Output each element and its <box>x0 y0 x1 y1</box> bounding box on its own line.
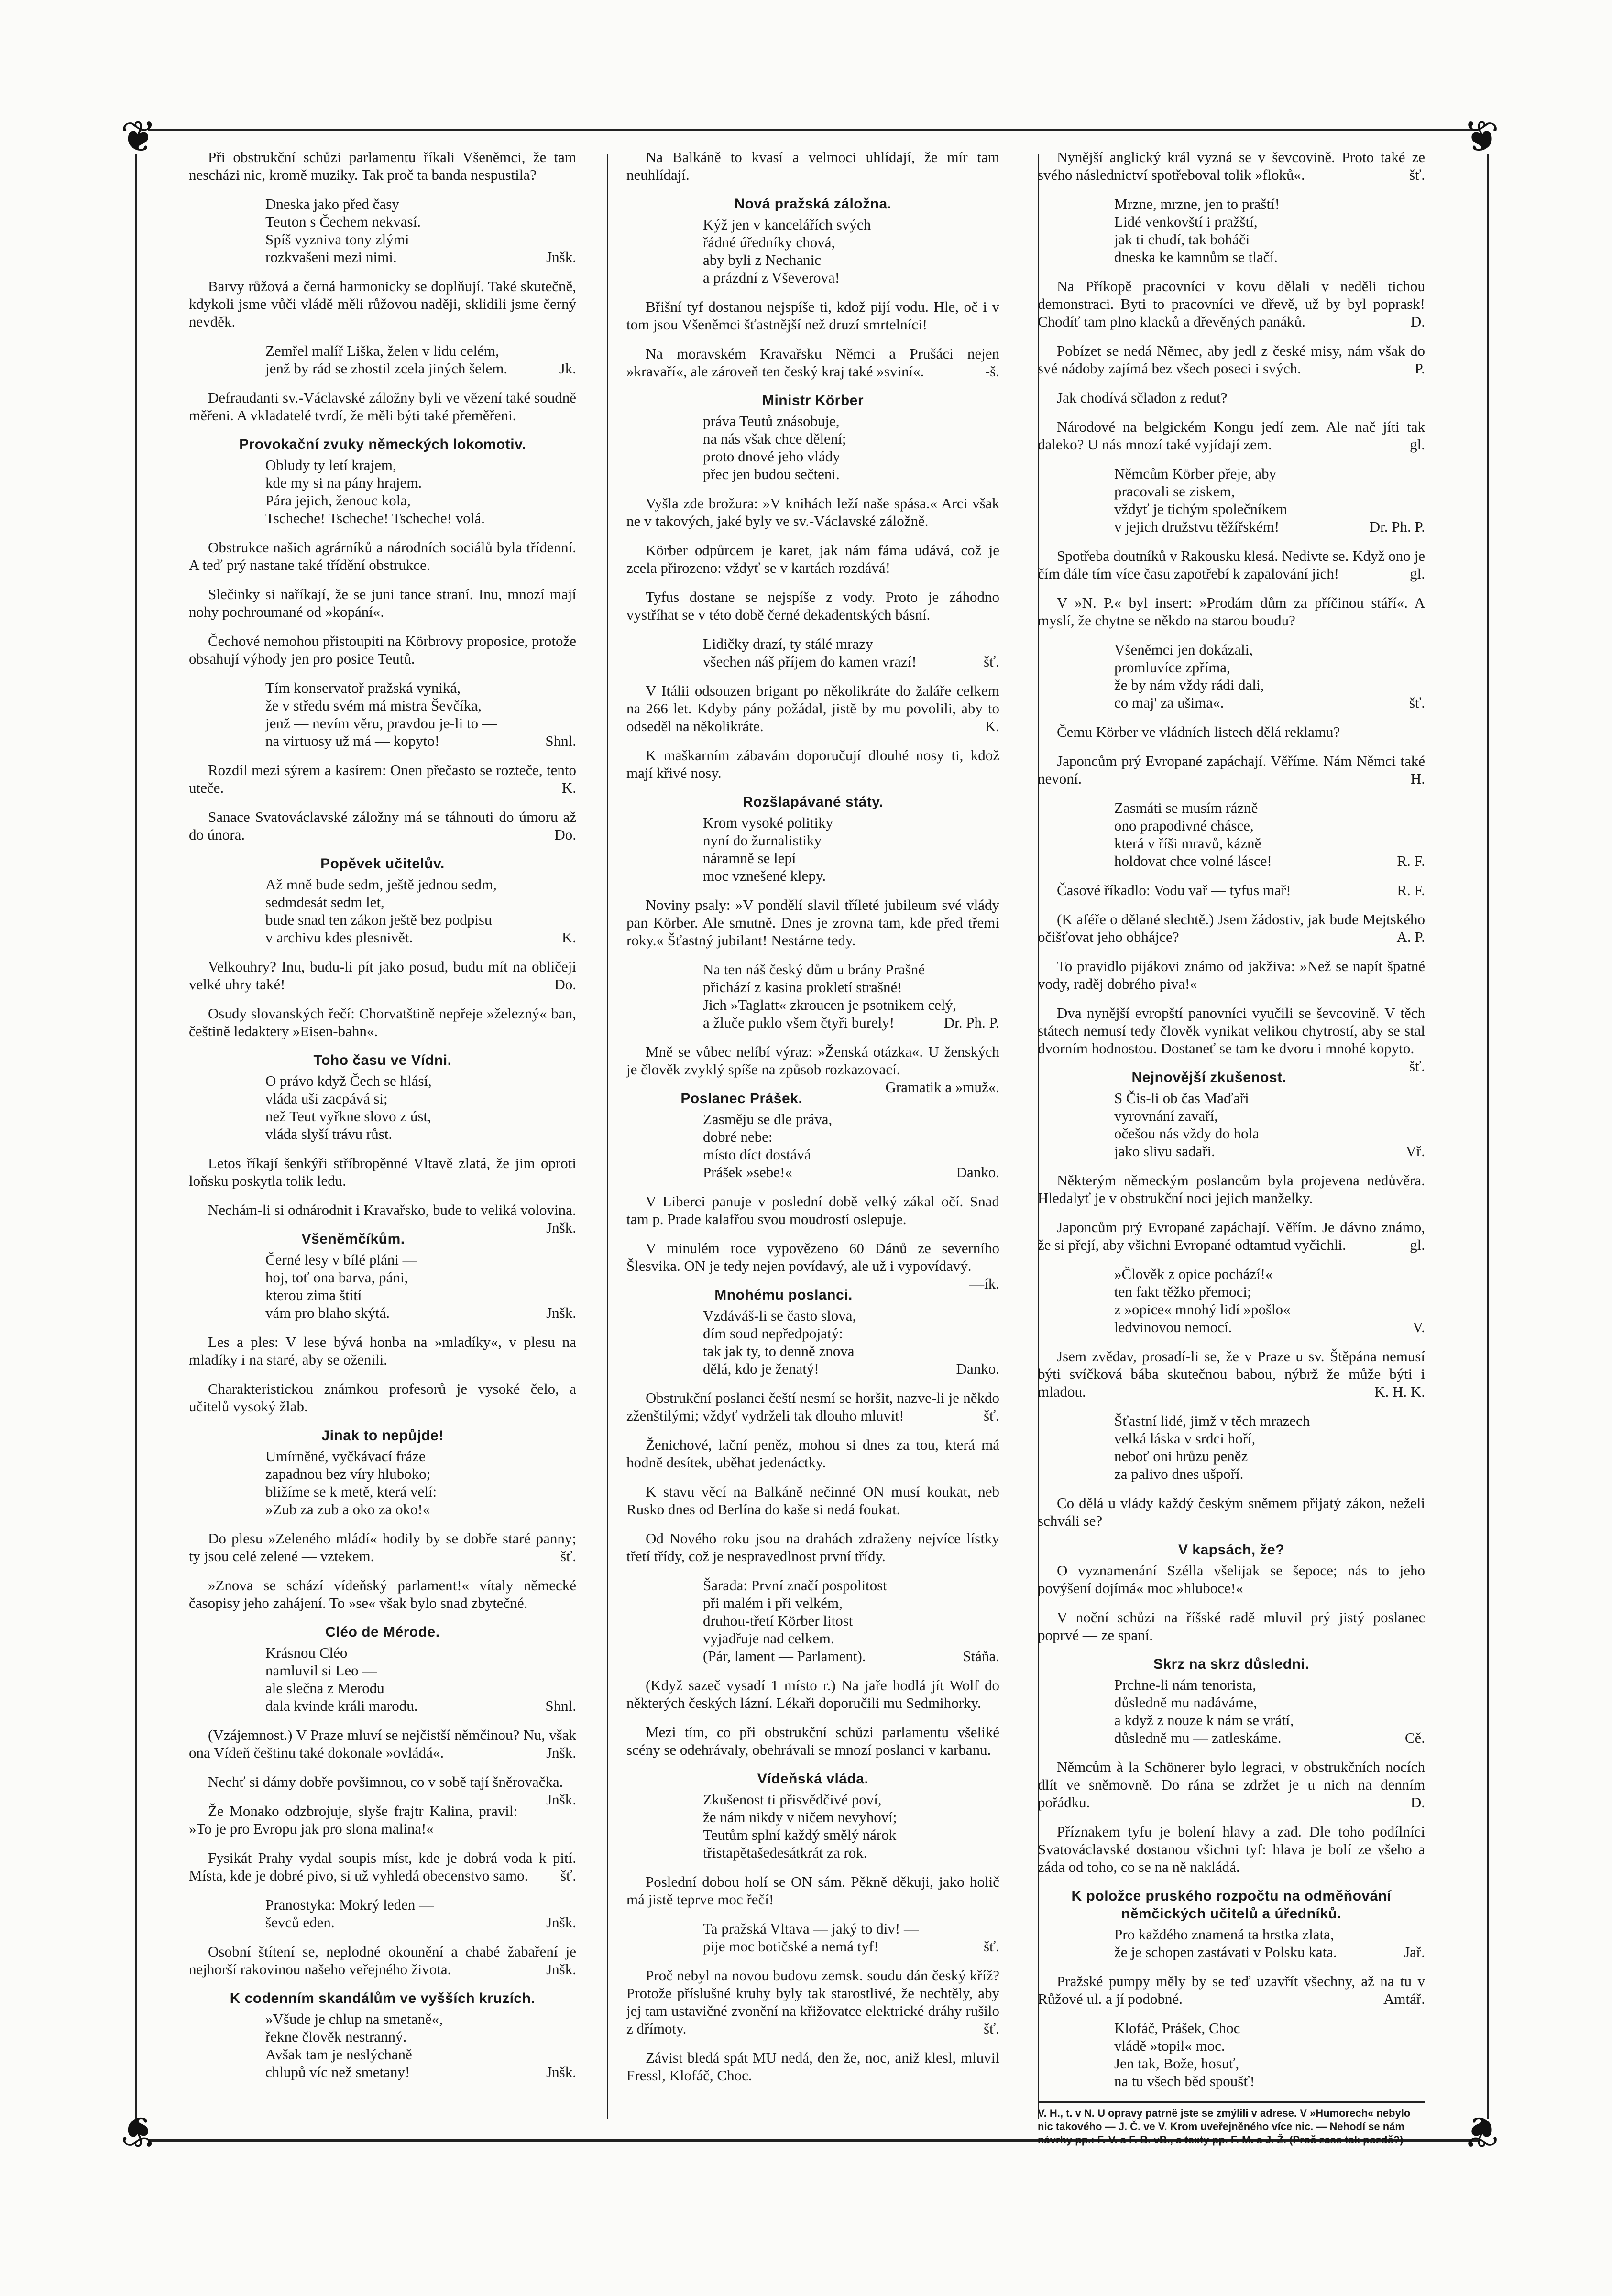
item-heading <box>189 436 576 453</box>
item-verse <box>1114 1412 1425 1483</box>
left-rule <box>135 154 137 2119</box>
item-text: Na moravském Kravařsku Němci a Prušáci nejen »kravaří«, ale zároveň ten český kraj také »sviní«. <box>626 345 999 380</box>
item-text: Až mně bude sedm, ještě jednou sedm, sedmdesát sedm let, bude snad ten zákon ještě bez podpisu v archivu kdes plesnivět. <box>265 876 497 946</box>
item-heading <box>626 1770 999 1788</box>
item-text: »Znova se schází vídeňský parlament!« vítaly německé časopisy jeho zahájení. To »se« však bylo snad zbytečné. <box>189 1577 576 1611</box>
column-3 <box>1038 148 1425 2147</box>
item-verse <box>703 216 999 286</box>
item-paragraph <box>626 1436 999 1471</box>
item-text: Mezi tím, co při obstrukční schůzi parlamentu všeliké scény se odehrávaly, obehrávali se mnozí poslanci v karbanu. <box>626 1724 999 1758</box>
item-paragraph <box>1038 1004 1425 1074</box>
item-signature: V. <box>1412 1319 1425 1335</box>
item-text: Japoncům prý Evropané zapáchají. Věřím. Je dávno známo, že si přejí, aby všichni Evropané odtamtud vyčichli. <box>1038 1219 1425 1253</box>
item-text: Japoncům prý Evropané zapáchají. Věříme. Nám Němci také nevoní. <box>1038 753 1425 787</box>
item-verse <box>1114 1089 1425 1160</box>
item-text: Ženichové, lační peněz, mohou si dnes za tou, která má hodně desítek, uběhat jedenáctky. <box>626 1436 999 1471</box>
item-text: K codenním skandálům ve vyšších kruzích. <box>230 1990 536 2006</box>
item-verse <box>265 1896 576 1931</box>
item-text: Provokační zvuky německých lokomotiv. <box>239 437 526 452</box>
right-rule <box>1487 154 1489 2119</box>
item-paragraph <box>626 298 999 333</box>
item-signature: D. <box>1410 313 1425 330</box>
item-text: To pravidlo pijákovi známo od jakživa: »Než se napít špatné vody, raděj dobrého piva!« <box>1038 958 1425 992</box>
item-heading <box>626 392 999 409</box>
item-paragraph <box>189 1380 576 1415</box>
item-text: Pro každého znamená ta hrstka zlata, že je schopen zastávati v Polsku kata. <box>1114 1926 1337 1960</box>
item-paragraph <box>626 1043 999 1095</box>
item-paragraph <box>189 1943 576 1978</box>
item-signature: Jnšk. <box>546 1791 576 1808</box>
item-signature: šť. <box>983 1407 999 1424</box>
item-signature: Dr. Ph. P. <box>1369 518 1425 535</box>
item-signature: Dr. Ph. P. <box>943 1014 999 1031</box>
item-text: Skrz na skrz důsledni. <box>1153 1656 1310 1672</box>
item-paragraph <box>189 632 576 667</box>
item-signature: Jk. <box>559 360 576 377</box>
item-paragraph <box>189 389 576 424</box>
item-text: Velkouhry? Inu, budu-li pít jako posud, budu mít na obličeji velké uhry také! <box>189 958 576 993</box>
item-verse <box>703 1791 999 1861</box>
item-verse <box>265 1251 576 1322</box>
item-paragraph <box>1038 418 1425 453</box>
item-text: Rozdíl mezi sýrem a kasírem: Onen přečasto se rozteče, tento uteče. <box>189 762 576 796</box>
item-paragraph <box>626 541 999 577</box>
item-text: Barvy růžová a černá harmonicky se doplňují. Také skutečně, kdykoli jsme vůči vládě měli růžovou naději, sklidili jsme černý nevděk. <box>189 278 576 330</box>
item-paragraph <box>1038 277 1425 330</box>
item-text: Poslední dobou holí se ON sám. Pěkně děkuji, jako holič má jistě teprve moc řečí! <box>626 1873 999 1908</box>
item-signature: Danko. <box>956 1164 999 1181</box>
item-text: Němcům à la Schönerer bylo legraci, v obstrukčních nocích dlít ve sněmovně. Do rána se zdržet je u nich na denním pořádku. <box>1038 1759 1425 1811</box>
item-text: Krom vysoké politiky nyní do žurnalistiky náramně se lepí moc vznešené klepy. <box>703 814 833 884</box>
item-signature: Jnšk. <box>546 1304 576 1321</box>
item-text: Na Balkáně to kvasí a velmoci uhlídají, že mír tam neuhlídají. <box>626 149 999 183</box>
item-text: Defraudanti sv.-Václavské záložny byli ve vězení také soudně měřeni. A vkladatelé tvrdí, že měli býti také přeměřeni. <box>189 389 576 424</box>
item-text: Břišní tyf dostanou nejspíše ti, kdož pijí vodu. Hle, oč i v tom jsou Všeněmci šťastnější než druzí smrtelníci! <box>626 298 999 333</box>
item-signature: Shnl. <box>545 733 576 749</box>
item-text: Jsem zvědav, prosadí-li se, že v Praze u sv. Štěpána nemusí býti svíčková bába skutečnou babou, nýbrž že může býti i mladou. <box>1038 1348 1425 1400</box>
item-paragraph <box>626 1873 999 1908</box>
item-text: Noviny psaly: »V pondělí slavil tříleté jubileum své vlády pan Körber. Ale smutně. Dnes je zrovna tam, kde před třemi roky.« Šťastný jubilant! Nestárne tedy. <box>626 897 999 949</box>
item-text: Proč nebyl na novou budovu zemsk. soudu dán český kříž? Protože příslušné kruhy byly tak starostlivé, že nechtěly, aby jej tam ustavičné zvonění na křižovatce elektrické dráhy rušilo z dřímoty. <box>626 1967 999 2037</box>
item-text: Spotřeba doutníků v Rakousku klesá. Nedivte se. Když ono je čím dále tím více času zapotřebí k zapalování jich! <box>1038 547 1425 582</box>
item-text: Příznakem tyfu je bolení hlavy a zad. Dle toho podílníci Svatováclavské dostanou všichni tyf: hlava je bolí ze všeho a záda od toho, co se na ně nakládá. <box>1038 1823 1425 1875</box>
item-verse <box>703 635 999 670</box>
item-signature: šť. <box>560 1867 576 1884</box>
item-paragraph <box>1038 910 1425 946</box>
item-signature: Do. <box>554 826 576 843</box>
column-2 <box>626 148 999 2096</box>
item-signature: Jnšk. <box>546 1219 576 1236</box>
item-text: Dva nynější evropští panovníci vyučili se ševcovině. V těch státech nemusí tedy člověk vynikat velikou chytrostí, aby se stal dvorním hodnostou. Dostaneť se tam ke dvoru i mnohé kopyto. <box>1038 1005 1425 1057</box>
item-text: Co dělá u vlády každý českým sněmem přijatý zákon, neželi schváli se? <box>1038 1495 1425 1529</box>
item-paragraph <box>1038 1758 1425 1811</box>
item-signature: gl. <box>1410 1236 1425 1253</box>
item-verse <box>265 2010 576 2081</box>
item-signature: Jnšk. <box>546 1961 576 1978</box>
item-text: Lidičky drazí, ty stálé mrazy všechen náš příjem do kamen vrazí! <box>703 635 917 670</box>
item-verse <box>703 1110 999 1181</box>
item-signature: —ík. <box>969 1275 999 1292</box>
item-paragraph <box>1038 1347 1425 1400</box>
item-text: práva Teutů znásobuje, na nás však chce dělení; proto dnové jeho vlády přec jen budou sečteni. <box>703 413 846 482</box>
item-paragraph <box>1038 752 1425 787</box>
item-paragraph <box>1038 957 1425 993</box>
item-text: Osobní štítení se, neplodné okounění a chabé žabaření je nejhorší rakovinou našeho veřejného života. <box>189 1943 576 1978</box>
item-paragraph <box>189 1333 576 1368</box>
item-paragraph <box>1038 1562 1425 1597</box>
item-paragraph <box>189 538 576 574</box>
item-signature: K. <box>985 718 999 734</box>
item-paragraph <box>1038 389 1425 406</box>
item-text: Körber odpůrcem je karet, jak nám fáma udává, což je zcela přirozeno: vždyť se v kartách rozdává! <box>626 542 999 576</box>
item-verse <box>703 961 999 1031</box>
item-text: (Když sazeč vysadí 1 místo r.) Na jaře hodlá jít Wolf do některých českých lázní. Lékaři doporučili mu Sedmihorky. <box>626 1677 999 1711</box>
item-text: Umírněné, vyčkávací fráze zapadnou bez víry hluboko; bližíme se k metě, která velí: »Zub za zub a oko za oko!« <box>265 1448 437 1518</box>
item-paragraph <box>189 1773 576 1808</box>
item-text: Rozšlapávané státy. <box>742 794 884 810</box>
item-text: Šťastní lidé, jimž v těch mrazech velká láska v srdci hoří, neboť oni hrůzu peněz za palivo dnes ušpoří. <box>1114 1412 1310 1482</box>
item-signature: Shnl. <box>545 1697 576 1714</box>
item-verse <box>1114 2019 1425 2090</box>
item-signature: Jnšk. <box>546 2064 576 2080</box>
item-paragraph <box>189 1726 576 1761</box>
item-text: O vyznamenání Szélla všelijak se šepoce; nás to jeho povýšení dojímá« moc »hluboce!« <box>1038 1562 1425 1596</box>
item-verse <box>265 1644 576 1715</box>
item-text: Národové na belgickém Kongu jedí zem. Ale nač jíti tak daleko? U nás mnozí také vyjídají zem. <box>1038 418 1425 453</box>
item-text: Vídeňská vláda. <box>757 1771 869 1787</box>
item-paragraph <box>1038 547 1425 582</box>
item-text: Ta pražská Vltava — jaký to div! — pije moc botičské a nemá tyf! <box>703 1920 919 1955</box>
item-heading <box>189 1623 576 1641</box>
item-text: Fysikát Prahy vydal soupis míst, kde je dobrá voda k pití. Místa, kde je dobré pivo, si už vyhledá obecenstvo samo. <box>189 1849 576 1884</box>
item-signature: gl. <box>1410 565 1425 582</box>
item-text: Všeněmci jen dokázali, promluvíce zpříma, že by nám vždy rádi dali, co maj' za ušima«. <box>1114 641 1264 711</box>
item-signature: P. <box>1415 360 1425 377</box>
item-verse <box>1114 799 1425 870</box>
item-paragraph <box>626 1723 999 1759</box>
item-text: Obstrukce našich agrárníků a národních sociálů byla třídenní. A teď prý nastane také třídění obstrukce. <box>189 539 576 573</box>
item-text: V minulém roce vypovězeno 60 Dánů ze severního Šlesvika. ON je tedy nejen povídavý, ale už i vypovídavý. <box>626 1240 999 1274</box>
item-text: Vzdáváš-li se často slova, dím soud nepředpojatý: tak jak ty, to denně znova dělá, kdo je ženatý! <box>703 1307 856 1377</box>
item-paragraph <box>1038 1171 1425 1207</box>
item-paragraph <box>189 808 576 843</box>
item-text: Dneska jako před časy Teuton s Čechem nekvasí. Spíš vyzniva tony zlými rozkvašeni mezi nimi. <box>265 196 421 265</box>
item-signature: D. <box>1410 1794 1425 1811</box>
item-signature: Jnšk. <box>546 249 576 265</box>
item-signature: Amtář. <box>1383 1990 1425 2007</box>
item-paragraph <box>189 1154 576 1190</box>
item-text: K stavu věcí na Balkáně nečinné ON musí koukat, neb Rusko dnes od Berlína do kaše si nedá foukat. <box>626 1483 999 1518</box>
item-verse <box>703 412 999 483</box>
item-verse <box>265 1072 576 1143</box>
item-paragraph <box>1038 342 1425 377</box>
item-signature: Vř. <box>1405 1143 1425 1159</box>
item-text: Nechť si dámy dobře povšimnou, co v sobě tají šněrovačka. <box>208 1773 563 1790</box>
item-text: Nejnovější zkušenost. <box>1131 1070 1287 1085</box>
item-heading <box>189 1990 576 2007</box>
item-text: V kapsách, že? <box>1178 1542 1285 1558</box>
item-paragraph <box>626 896 999 949</box>
item-text: Zemřel malíř Liška, želen v lidu celém, jenž by rád se zhostil zcela jiných šelem. <box>265 342 508 377</box>
item-paragraph <box>626 1676 999 1712</box>
item-text: Prchne-li nám tenorista, důsledně mu nadáváme, a když z nouze k nám se vrátí, důsledně mu — zatleskáme. <box>1114 1676 1294 1746</box>
item-text: Mnohému poslanci. <box>714 1287 853 1303</box>
item-heading <box>1038 1069 1425 1086</box>
item-text: S Čis-li ob čas Maďaři vyrovnání zavaří, očešou nás vždy do hola jako slivu sadaři. <box>1114 1090 1260 1159</box>
item-signature: R. F. <box>1397 882 1425 898</box>
item-paragraph <box>626 1483 999 1518</box>
item-signature: šť. <box>1409 694 1425 711</box>
top-rule <box>148 129 1478 131</box>
column-divider-1 <box>607 154 608 2119</box>
item-verse <box>265 342 576 377</box>
item-text: Některým německým poslancům byla projevena nedůvěra. Hledalyť je v obstrukční noci jejich manželky. <box>1038 1172 1425 1206</box>
item-text: Pranostyka: Mokrý leden — ševců eden. <box>265 1896 434 1931</box>
item-text: Krásnou Cléo namluvil si Leo — ale slečna z Merodu dala kvinde králi marodu. <box>265 1644 418 1714</box>
item-text: Na Příkopě pracovníci v kovu dělali v neděli tichou demonstraci. Byti to pracovníci ve dřevě, už by byl poprask! Chodíť tam plno klacků a dřevěných panáků. <box>1038 278 1425 330</box>
item-text: Obludy ty letí krajem, kde my si na pány hrajem. Pára jejich, ženouc kola, Tscheche! Tscheche! Tscheche! volá. <box>265 457 485 526</box>
item-paragraph <box>626 345 999 380</box>
item-signature: Cě. <box>1404 1729 1425 1746</box>
item-paragraph <box>1038 723 1425 741</box>
item-paragraph <box>1038 881 1425 899</box>
item-text: V noční schůzi na říšské radě mluvil prý jistý poslanec poprvé — ze spaní. <box>1038 1609 1425 1643</box>
item-paragraph <box>189 277 576 330</box>
item-signature: Jnšk. <box>546 1744 576 1761</box>
item-text: Mrzne, mrzne, jen to praští! Lidé venkovští i pražští, jak ti chudí, tak boháči dneska ke kamnům se tlačí. <box>1114 196 1280 265</box>
item-text: Klofáč, Prášek, Choc vládě »topil« moc. Jen tak, Bože, hosuť, na tu všech běd spoušť! <box>1114 2020 1255 2089</box>
item-text: Závist bledá spát MU nedá, den že, noc, aniž klesl, mluvil Fressl, Klofáč, Choc. <box>626 2049 999 2084</box>
item-heading <box>1038 1541 1425 1559</box>
item-signature: K. <box>561 929 576 946</box>
item-heading <box>189 1051 576 1069</box>
item-paragraph <box>626 148 999 184</box>
item-paragraph <box>1038 1608 1425 1644</box>
item-verse <box>703 1920 999 1955</box>
corner-ornament-bottom-left: ❦ <box>121 2106 157 2156</box>
item-paragraph <box>189 148 576 184</box>
editorial-notes: V. H., t. v N. U opravy patrně jste se zmýlili v adrese. V »Humorech« nebylo nic takového — J. Č. ve V. Krom uveřejněného více nic. — Nehodí se nám návrhy pp.: F. V. a F. B. vB., a texty pp. F. M. a J. Ž. (Proč zase tak pozdě?) <box>1038 2101 1425 2147</box>
item-paragraph <box>189 1849 576 1884</box>
item-verse <box>703 814 999 885</box>
column-3-body <box>1038 148 1425 2090</box>
item-verse <box>265 456 576 527</box>
item-signature: R. F. <box>1397 853 1425 869</box>
item-signature: šť. <box>560 1548 576 1564</box>
item-verse <box>265 875 576 946</box>
item-text: V »N. P.« byl insert: »Prodám dům za příčinou stáří«. A myslí, že chytne se někdo na starou boudu? <box>1038 594 1425 629</box>
item-text: Popěvek učitelův. <box>320 856 445 872</box>
item-paragraph <box>1038 594 1425 629</box>
item-signature: Danko. <box>956 1360 999 1377</box>
item-paragraph <box>189 1576 576 1612</box>
item-verse <box>265 679 576 750</box>
item-verse <box>265 195 576 266</box>
item-paragraph <box>189 761 576 797</box>
item-text: Poslanec Prášek. <box>680 1091 803 1106</box>
item-text: Osudy slovanských řečí: Chorvatštině nepřeje »železný« ban, češtině ledaktery »Eisen-bahn«. <box>189 1005 576 1039</box>
item-text: Toho času ve Vídni. <box>313 1052 452 1068</box>
item-text: Nynější anglický král vyzná se v ševcovině. Proto také ze svého následnictví spotřeboval tolik »floků«. <box>1038 149 1425 183</box>
item-signature: A. P. <box>1396 929 1425 945</box>
item-heading <box>189 1427 576 1444</box>
item-paragraph <box>626 1239 999 1292</box>
item-text: »Člověk z opice pochází!« ten fakt těžko přemoci; z »opice« mnohý lidí »pošlo« ledvinovou nemocí. <box>1114 1266 1291 1335</box>
item-signature: Do. <box>554 976 576 993</box>
item-text: Slečinky si naříkají, že se juni tance straní. Inu, mnozí mají nohy pochroumané od »kopání«. <box>189 586 576 620</box>
item-paragraph <box>626 2049 999 2084</box>
item-signature: šť. <box>1409 1058 1425 1074</box>
item-paragraph <box>626 1192 999 1228</box>
item-text: Pobízet se nedá Němec, aby jedl z české misy, nám však do své nádoby zajímá bez všech poseci i svých. <box>1038 342 1425 377</box>
item-text: Němcům Körber přeje, aby pracovali se ziskem, vždyť je tichým společníkem v jejich družstvu těžířském! <box>1114 465 1287 535</box>
column-1 <box>189 148 576 2092</box>
item-text: Nechám-li si odnárodnit i Kravařsko, bude to veliká volovina. <box>208 1202 576 1218</box>
item-paragraph <box>626 494 999 530</box>
item-signature: Jnšk. <box>546 1914 576 1931</box>
item-paragraph <box>1038 148 1425 184</box>
item-text: Sanace Svatováclavské záložny má se táhnouti do úmoru až do února. <box>189 809 576 843</box>
corner-ornament-bottom-right: ❦ <box>1463 2106 1500 2156</box>
item-text: Jinak to nepůjde! <box>321 1428 444 1443</box>
item-text: Cléo de Mérode. <box>325 1624 440 1640</box>
item-text: Obstrukční poslanci čeští nesmí se horšit, nazve-li je někdo zženštilými; vždyť vydrželi tak dlouho mluvit! <box>626 1389 999 1424</box>
item-text: Všeněmčíkům. <box>301 1231 405 1247</box>
item-text: Časové říkadlo: Vodu vař — tyfus mař! <box>1057 882 1291 898</box>
item-text: Vyšla zde brožura: »V knihách leží naše spása.« Arci však ne v takových, jaké byly ve sv.-Václavské záložně. <box>626 495 999 529</box>
item-paragraph <box>626 588 999 623</box>
item-heading <box>1038 1655 1425 1673</box>
item-text: Od Nového roku jsou na drahách zdraženy nejvíce lístky třetí třídy, což je nespravedlnost první třídy. <box>626 1530 999 1564</box>
item-text: Zasměju se dle práva, dobré nebe: místo díct dostává Prášek »sebe!« <box>703 1111 833 1181</box>
corner-ornament-top-left: ❦ <box>121 112 157 162</box>
item-text: Na ten náš český dům u brány Prašné přichází z kasina prokletí strašné! Jich »Taglatt« zkroucen je psotnikem celý, a žluče puklo všem čtyři burely! <box>703 961 956 1031</box>
item-verse <box>703 1307 999 1378</box>
item-text: Letos říkají šenkýři stříbropěnné Vltavě zlatá, že jim oproti loňsku poskytla tolik ledu. <box>189 1155 576 1189</box>
item-signature: Jař. <box>1404 1944 1425 1960</box>
item-text: K položce pruského rozpočtu na odměňování němčických učitelů a úředníků. <box>1071 1888 1392 1922</box>
item-text: Do plesu »Zeleného mládí« hodily by se dobře staré panny; ty jsou celé zelené — vztekem. <box>189 1530 576 1564</box>
item-verse <box>1114 1265 1425 1336</box>
item-verse <box>1114 641 1425 711</box>
item-paragraph <box>626 1530 999 1565</box>
item-text: Čechové nemohou přistoupiti na Körbrovy proposice, protože obsahují výhody jen pro posice Teutů. <box>189 633 576 667</box>
item-signature: šť. <box>1409 166 1425 183</box>
item-text: Kýž jen v kancelářích svých řádné úředníky chová, aby byli z Nechanic a prázdní z Vševerova! <box>703 216 871 286</box>
item-text: Tím konservatoř pražská vyniká, že v středu svém má mistra Ševčíka, jenž — nevím věru, pravdou je-li to — na virtuosy už má — kopyto! <box>265 679 497 749</box>
item-signature: H. <box>1410 770 1425 787</box>
item-text: Zasmáti se musím rázně ono prapodivné chásce, která v říši mravů, kázně holdovat chce volné lásce! <box>1114 799 1272 869</box>
item-heading <box>1038 1887 1425 1923</box>
item-signature: K. <box>561 779 576 796</box>
item-text: Že Monako odzbrojuje, slyše frajtr Kalina, pravil: »To je pro Evropu jak pro slona malina!« <box>189 1803 518 1837</box>
item-text: (K aféře o dělané slechtě.) Jsem žádostiv, jak bude Mejtského očišťovat jeho obhájce? <box>1038 911 1425 945</box>
item-signature: šť. <box>983 653 999 670</box>
item-text: Tyfus dostane se nejspíše z vody. Proto je záhodno vystříhat se v této době černé dekadentských básní. <box>626 589 999 623</box>
item-text: Černé lesy v bílé pláni — hoj, toť ona barva, páni, kterou zima štítí vám pro blaho skýtá. <box>265 1251 417 1321</box>
item-paragraph <box>189 1201 576 1236</box>
item-paragraph <box>189 585 576 621</box>
item-text: Les a ples: V lese bývá honba na »mladíky«, v plesu na mladíky i na staré, aby se oženili. <box>189 1334 576 1368</box>
item-verse <box>1114 465 1425 536</box>
item-paragraph <box>189 958 576 993</box>
item-text: K maškarním zábavám doporučují dlouhé nosy ti, kdož mají křivé nosy. <box>626 747 999 781</box>
item-paragraph <box>1038 1494 1425 1530</box>
item-signature: Gramatik a »muž«. <box>885 1079 999 1095</box>
item-verse <box>1114 1676 1425 1747</box>
item-paragraph <box>626 682 999 735</box>
item-paragraph <box>189 1005 576 1040</box>
item-text: Nová pražská záložna. <box>734 196 892 212</box>
item-text: V Itálii odsouzen brigant po několikráte do žaláře celkem na 266 let. Kdyby pány požádal, jistě by mu povolili, aby to odseděl na několikráte. <box>626 682 999 734</box>
item-text: Zkušenost ti přisvědčivé poví, že nám nikdy v ničem nevyhoví; Teutům splní každý smělý nárok třistapětašedesátkrát za rok. <box>703 1791 897 1861</box>
item-text: Mně se vůbec nelíbí výraz: »Ženská otázka«. U ženských je člověk zvyklý spíše na způsob rozkazovací. <box>626 1043 999 1078</box>
item-paragraph <box>626 1967 999 2037</box>
item-text: Ministr Körber <box>762 393 864 408</box>
item-text: Jak chodívá sčladon z redut? <box>1057 389 1228 406</box>
item-text: Charakteristickou známkou profesorů je vysoké čelo, a učitelů vysoký žlab. <box>189 1380 576 1415</box>
item-text: Šarada: První značí pospolitost při malém i při velkém, druhou-třetí Körber litost vyjadřuje nad celkem. (Pár, lament — Parlament). <box>703 1577 887 1664</box>
item-paragraph <box>1038 1218 1425 1254</box>
item-paragraph <box>626 746 999 782</box>
item-text: »Všude je chlup na smetaně«, řekne člověk nestranný. Avšak tam je neslýchaně chlupů víc než smetany! <box>265 2011 443 2080</box>
item-heading <box>626 195 999 213</box>
item-paragraph <box>626 1389 999 1424</box>
item-heading <box>626 793 999 811</box>
item-signature: K. H. K. <box>1374 1383 1425 1400</box>
item-text: V Liberci panuje v poslední době velký zákal očí. Snad tam p. Prade kalafřou svou moudrostí oslepuje. <box>626 1193 999 1227</box>
item-text: (Vzájemnost.) V Praze mluví se nejčistší němčinou? Nu, však ona Vídeň češtinu také dokonale »ovládá«. <box>189 1727 576 1761</box>
item-signature: Stáňa. <box>963 1648 999 1664</box>
item-paragraph <box>1038 1972 1425 2008</box>
item-signature: -š. <box>985 363 999 380</box>
item-signature: šť. <box>983 2020 999 2037</box>
corner-ornament-top-right: ❦ <box>1463 112 1500 162</box>
item-signature: šť. <box>983 1938 999 1955</box>
item-heading <box>189 855 576 873</box>
item-paragraph <box>1038 1823 1425 1876</box>
item-text: Pražské pumpy měly by se teď uzavřít všechny, až na tu v Růžové ul. a jí podobné. <box>1038 1973 1425 2007</box>
item-text: O právo když Čech se hlásí, vláda uši zacpává si; než Teut vyřkne slovo z úst, vláda slyší trávu růst. <box>265 1072 432 1142</box>
item-signature: gl. <box>1410 436 1425 453</box>
item-verse <box>265 1447 576 1518</box>
item-verse <box>1114 1925 1425 1961</box>
item-paragraph <box>189 1530 576 1565</box>
item-verse <box>1114 195 1425 266</box>
item-text: Čemu Körber ve vládních listech dělá reklamu? <box>1057 723 1340 740</box>
item-verse <box>703 1576 999 1665</box>
item-text: Při obstrukční schůzi parlamentu říkali Všeněmci, že tam nescházi nic, kromě muziky. Tak proč ta banda nespustila? <box>189 149 576 183</box>
